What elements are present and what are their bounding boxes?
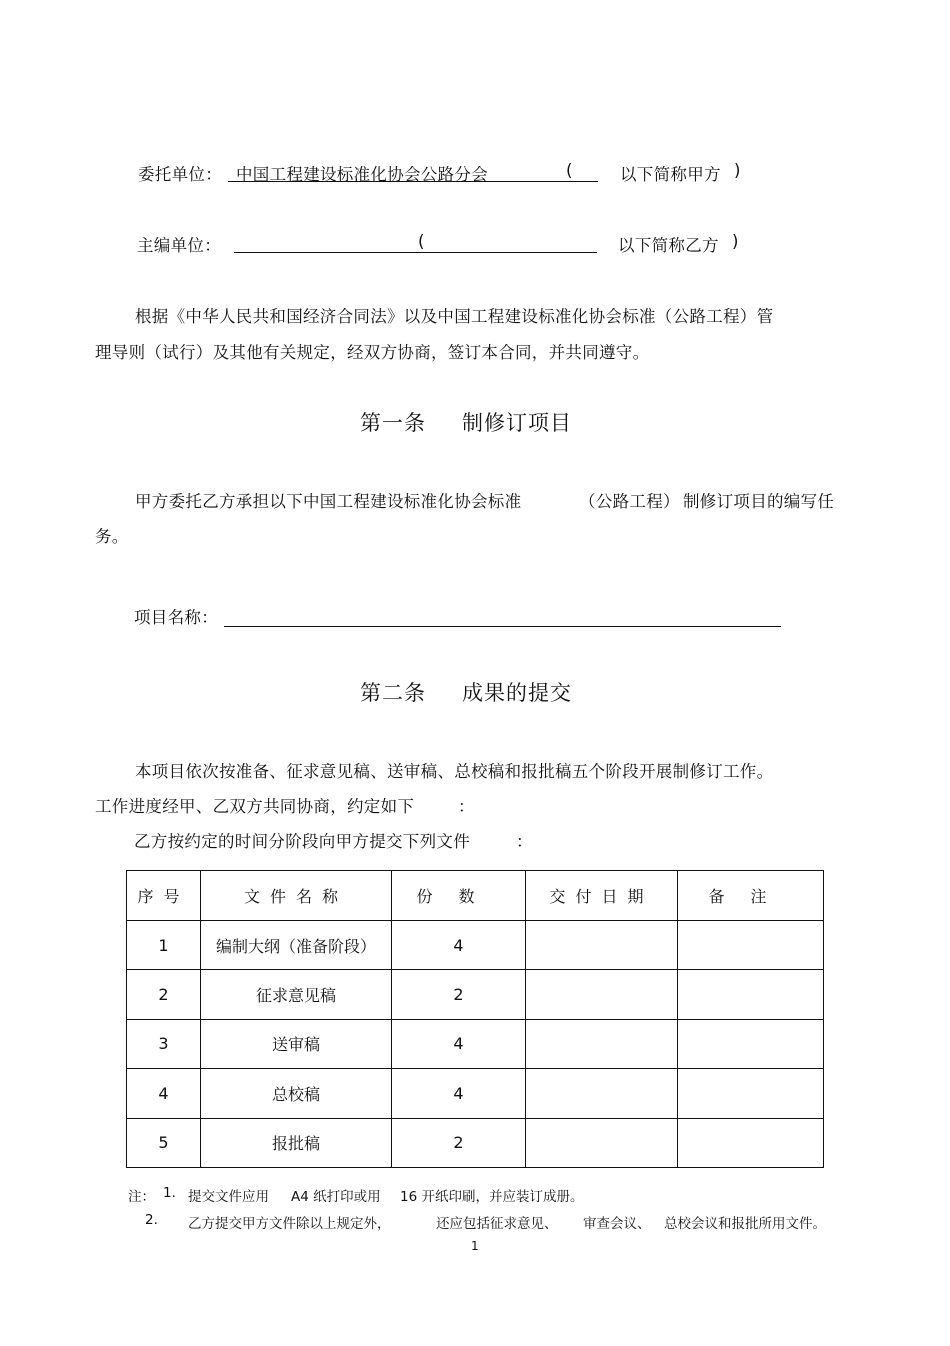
article-2-para-2-colon: ： [458, 797, 475, 816]
row-copies: 4 [392, 1019, 526, 1068]
row-name: 总校稿 [201, 1069, 392, 1118]
row-copies: 4 [392, 1069, 526, 1118]
row-name: 报批稿 [201, 1118, 392, 1167]
table-row [127, 921, 824, 970]
client-underline [228, 181, 598, 182]
row-copies: 2 [392, 970, 526, 1019]
table-header-row [127, 871, 824, 921]
row-remark [678, 1118, 824, 1167]
note-1-number: 1. [163, 1185, 176, 1201]
editor-label: 主编单位： [137, 236, 221, 255]
table-row [127, 1019, 824, 1068]
preamble-line-2: 理导则（试行）及其他有关规定，经双方协商，签订本合同，并共同遵守。 [95, 343, 650, 362]
deliverables-table [126, 870, 824, 1168]
article-1-text-c: 制修订项目的编写任 [683, 492, 835, 511]
note-2-number: 2. [145, 1212, 158, 1228]
table-row [127, 1118, 824, 1167]
header-name: 文件名称 [201, 871, 392, 921]
note-2-text-c: 审查会议、 [583, 1216, 651, 1232]
note-1-text-a: 提交文件应用 [188, 1189, 269, 1205]
row-copies: 4 [392, 921, 526, 970]
client-short-name: 以下简称甲方 [620, 165, 721, 184]
page-number: 1 [471, 1239, 479, 1253]
header-no: 序号 [127, 871, 201, 921]
article-1-text-d: 务。 [95, 527, 129, 546]
preamble-line-1: 根据《中华人民共和国经济合同法》以及中国工程建设标准化协会标准（公路工程）管 [135, 307, 774, 326]
row-date [526, 1118, 678, 1167]
article-1-title: 制修订项目 [462, 411, 572, 435]
header-date: 交付日期 [526, 871, 678, 921]
article-2-para-3: 乙方按约定的时间分阶段向甲方提交下列文件 [134, 832, 470, 851]
editor-short-name: 以下简称乙方 [618, 236, 719, 255]
row-remark [678, 1019, 824, 1068]
row-date [526, 1069, 678, 1118]
row-copies: 2 [392, 1118, 526, 1167]
row-remark [678, 970, 824, 1019]
row-no: 1 [127, 921, 201, 970]
header-copies: 份数 [392, 871, 526, 921]
table-row [127, 1069, 824, 1118]
article-2-number: 第二条 [360, 681, 426, 705]
notes-label: 注： [128, 1189, 155, 1205]
row-date [526, 921, 678, 970]
note-2-text-a: 乙方提交甲方文件除以上规定外， [188, 1216, 391, 1232]
project-name-underline [224, 626, 781, 627]
article-1-text-b: （公路工程） [579, 492, 680, 511]
row-date [526, 970, 678, 1019]
article-2-para-3-colon: ： [516, 832, 533, 851]
client-paren-close: ) [734, 161, 741, 180]
row-date [526, 1019, 678, 1068]
row-no: 3 [127, 1019, 201, 1068]
project-name-label: 项目名称： [134, 608, 218, 627]
row-name: 征求意见稿 [201, 970, 392, 1019]
article-1-number: 第一条 [360, 411, 426, 435]
editor-underline [234, 252, 597, 253]
article-2-para-1: 本项目依次按准备、征求意见稿、送审稿、总校稿和报批稿五个阶段开展制修订工作。 [135, 762, 774, 781]
header-remark: 备注 [678, 871, 824, 921]
article-2-para-2: 工作进度经甲、乙双方共同协商，约定如下 [95, 797, 415, 816]
note-2-text-d: 总校会议和报批所用文件。 [664, 1216, 826, 1232]
article-1-text-a: 甲方委托乙方承担以下中国工程建设标准化协会标准 [135, 492, 522, 511]
row-no: 4 [127, 1069, 201, 1118]
row-remark [678, 1069, 824, 1118]
row-name: 编制大纲（准备阶段） [201, 921, 392, 970]
row-name: 送审稿 [201, 1019, 392, 1068]
client-name: 中国工程建设标准化协会公路分会 [236, 165, 488, 184]
row-remark [678, 921, 824, 970]
client-paren-open: ( [566, 161, 573, 180]
article-2-title: 成果的提交 [462, 681, 572, 705]
table-row [127, 970, 824, 1019]
note-1-text-b: A4 纸打印或用 [291, 1189, 381, 1205]
note-2-text-b: 还应包括征求意见、 [436, 1216, 558, 1232]
row-no: 5 [127, 1118, 201, 1167]
client-label: 委托单位： [138, 165, 222, 184]
editor-paren-open: ( [418, 232, 425, 251]
note-1-text-c: 16 开纸印刷，并应装订成册。 [400, 1189, 584, 1205]
row-no: 2 [127, 970, 201, 1019]
editor-paren-close: ) [732, 232, 739, 251]
